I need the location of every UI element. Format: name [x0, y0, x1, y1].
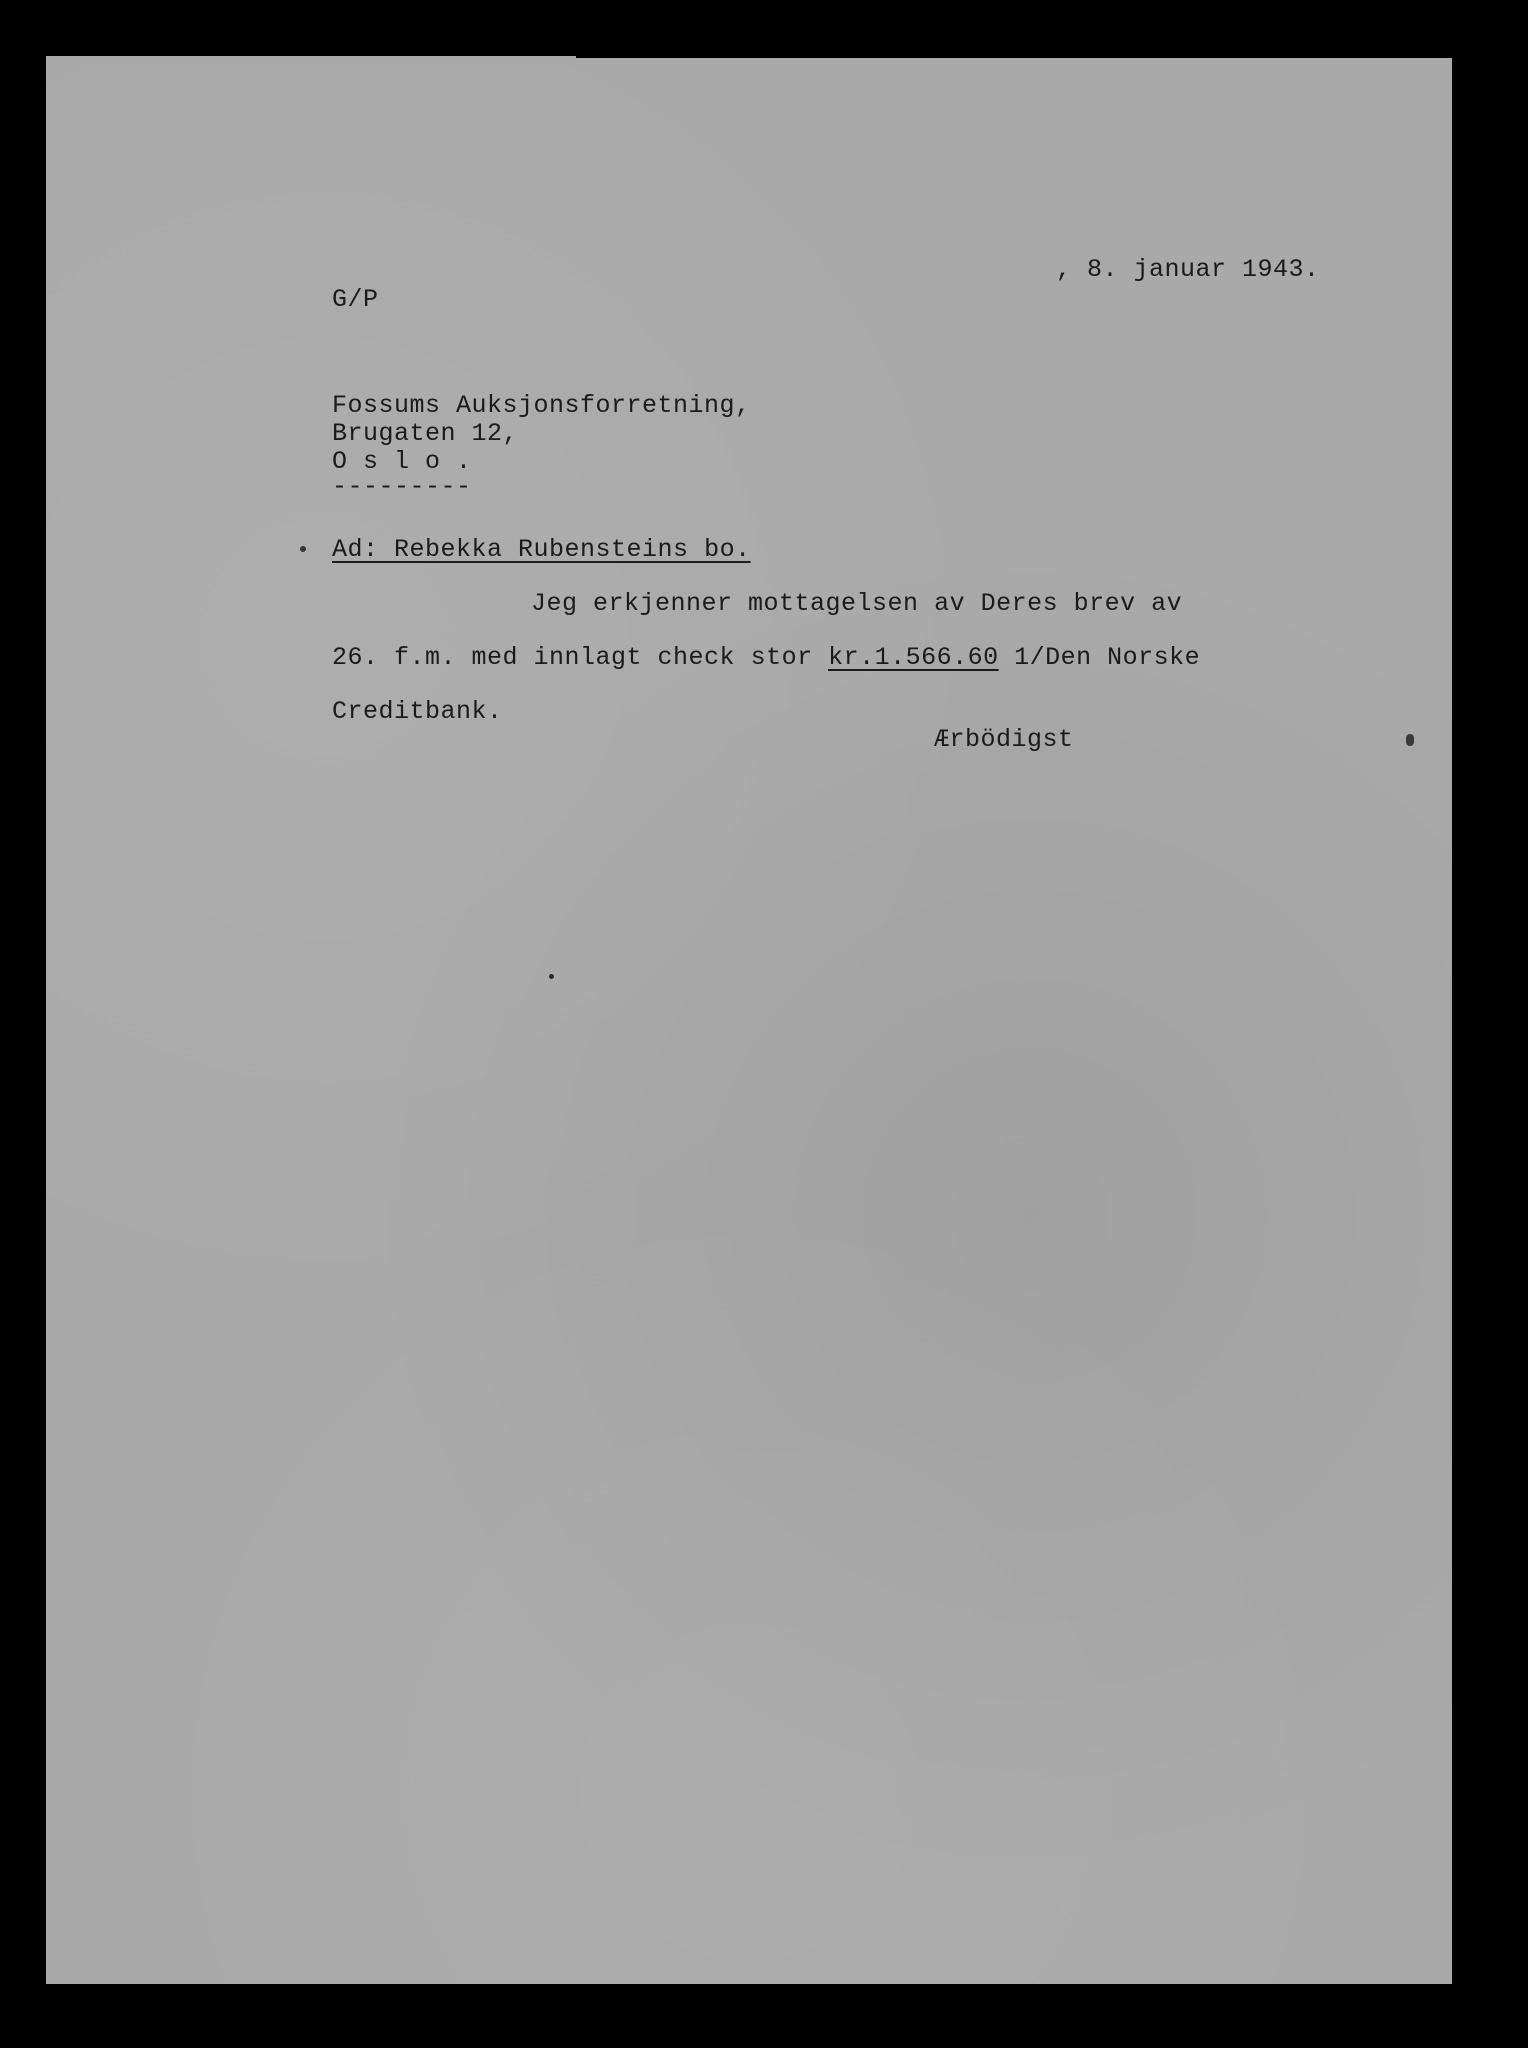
- subject-text: Rebekka Rubensteins bo.: [394, 535, 751, 564]
- paper-speck: [549, 974, 554, 979]
- recipient-name: Fossums Auksjonsforretning,: [332, 391, 751, 420]
- margin-mark: [300, 546, 306, 552]
- recipient-street: Brugaten 12,: [332, 419, 519, 448]
- body-line-1: Jeg erkjenner mottagelsen av Deres brev av: [531, 589, 1183, 618]
- closing-salutation: Ærbödigst: [934, 725, 1074, 754]
- body-line-2-end: 1/Den Norske: [998, 643, 1201, 672]
- reference-code: G/P: [332, 285, 379, 314]
- subject-line: [332, 536, 751, 564]
- letter-sheet: [46, 62, 1452, 1984]
- body-line-2-start: 26. f.m. med innlagt check stor: [332, 643, 829, 672]
- subject-prefix: Ad:: [332, 535, 395, 564]
- body-line-3: Creditbank.: [332, 697, 503, 726]
- body-line-2: [332, 644, 1200, 672]
- check-amount: kr.1.566.60: [828, 643, 999, 672]
- edge-blemish: [1406, 734, 1414, 746]
- recipient-city: O s l o .: [332, 447, 472, 476]
- letter-date: , 8. januar 1943.: [1056, 255, 1320, 284]
- address-rule: ---------: [332, 472, 472, 501]
